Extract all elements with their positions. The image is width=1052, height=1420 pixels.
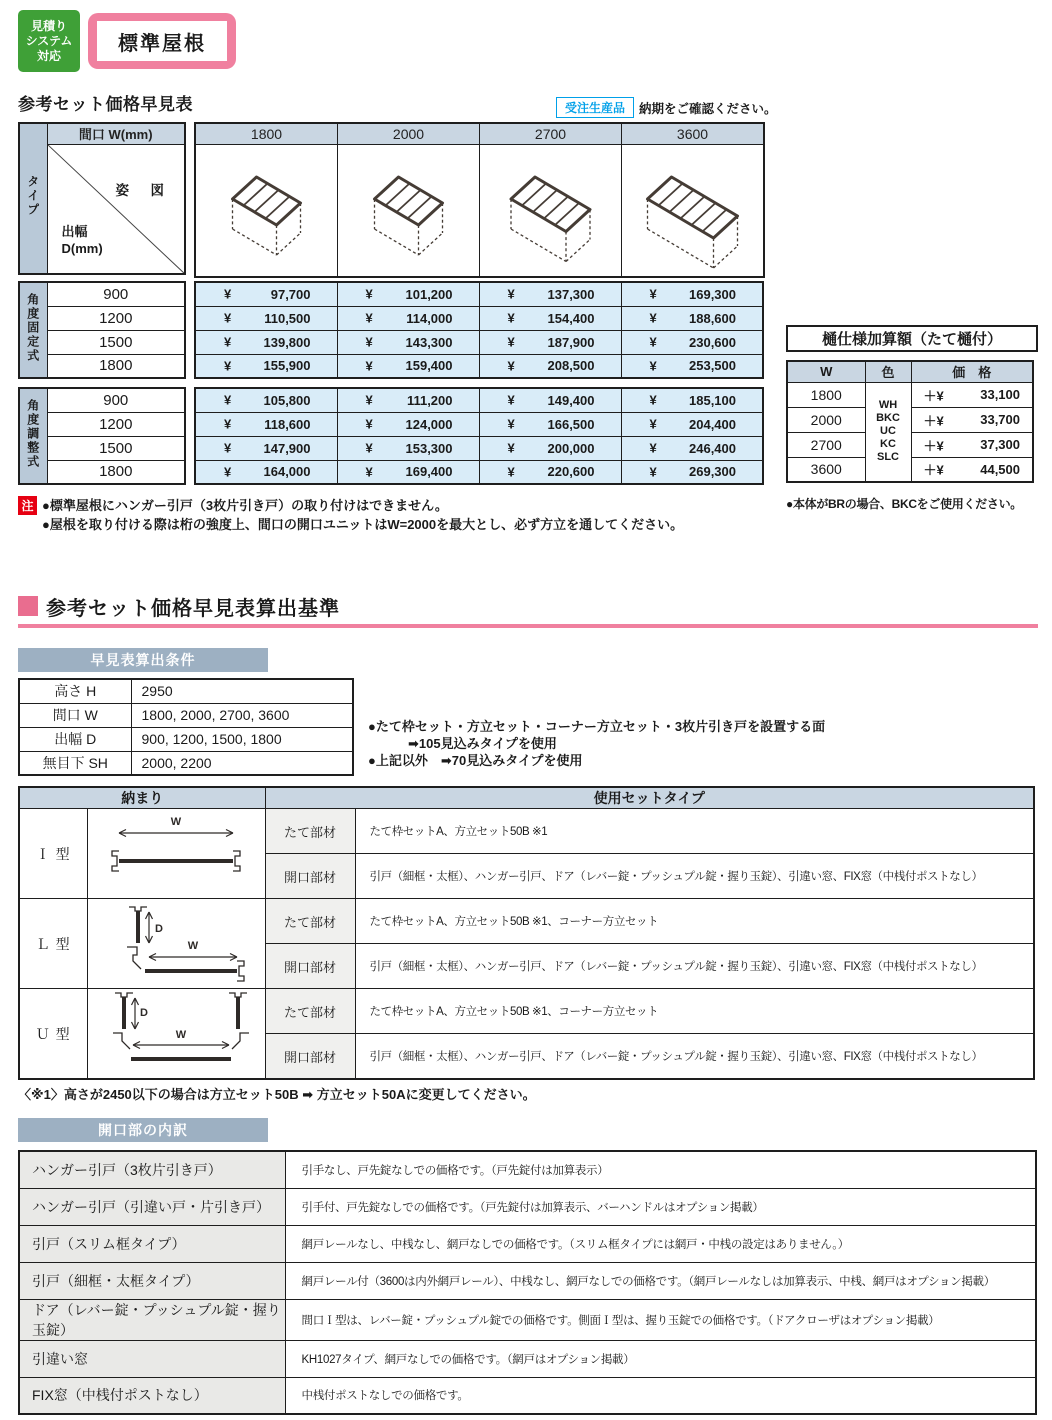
svg-text:W: W <box>170 816 182 828</box>
depth-value: 1200 <box>47 412 185 436</box>
delivery-note: 納期をご確認ください。 <box>639 101 777 116</box>
yen-sign: ¥ <box>365 464 373 480</box>
price-amount: 208,500 <box>547 358 595 374</box>
roof-pictogram <box>196 145 337 271</box>
width-header-cell: 間口 W(mm) <box>47 123 185 144</box>
depth-label-line1: 出幅 <box>61 224 88 239</box>
yen-sign: ¥ <box>649 392 657 408</box>
figure-label: 姿 図 <box>115 182 168 198</box>
type-column-header: タイプ <box>19 123 47 274</box>
yen-sign: ¥ <box>649 416 657 432</box>
price-amount: 143,300 <box>405 334 453 350</box>
yen-sign: ¥ <box>365 392 373 408</box>
price-amount: 154,400 <box>547 310 595 326</box>
yen-sign: ¥ <box>365 416 373 432</box>
condition-label: 無目下 SH <box>19 751 131 775</box>
depth-header-label <box>62 223 103 257</box>
depth-group-adjustable <box>18 387 186 485</box>
figure-cell <box>47 144 185 274</box>
price-amount: 185,100 <box>689 392 736 408</box>
price-amount: 164,000 <box>263 464 311 480</box>
depth-group-fixed <box>18 281 186 379</box>
breakdown-description: 網戸レールなし、中桟なし、網戸なしでの価格です。（スリム框タイプには網戸・中桟の設定はありません。） <box>285 1225 1036 1262</box>
price-cell <box>479 354 621 378</box>
condition-value: 900, 1200, 1500, 1800 <box>131 727 353 751</box>
breakdown-item: ドア（レバー錠・プッシュプル錠・握り玉錠） <box>19 1299 285 1340</box>
price-amount: 149,400 <box>547 392 595 408</box>
part-content: たて枠セットA、方立セット50B ※1 <box>355 809 1034 854</box>
price-amount: 204,400 <box>689 416 736 432</box>
price-cell <box>479 388 621 412</box>
roof-illustration-cell <box>338 144 480 277</box>
condition-value: 2950 <box>131 679 353 703</box>
part-content: たて枠セットA、方立セット50B ※1、コーナー方立セット <box>355 899 1034 944</box>
estimate-system-badge <box>18 10 80 72</box>
price-cell <box>479 306 621 330</box>
product-badge-label: 標準屋根 <box>97 21 227 61</box>
breakdown-item: 引戸（細框・太框タイプ） <box>19 1262 285 1299</box>
price-amount: 200,000 <box>547 440 595 456</box>
svg-text:D: D <box>155 923 163 935</box>
price-amount: 114,000 <box>406 310 453 326</box>
price-cell <box>479 460 621 484</box>
price-group-fixed <box>194 281 764 379</box>
gutter-price-amount: 44,500 <box>980 461 1020 477</box>
gutter-table <box>786 360 1034 483</box>
breakdown-description: KH1027タイプ、網戸なしでの価格です。（網戸はオプション掲載） <box>285 1340 1036 1377</box>
product-badge <box>88 13 236 69</box>
breakdown-item: ハンガー引戸（3枚片引き戸） <box>19 1151 285 1188</box>
bullet-note-2: ➡105見込みタイプを使用 <box>408 736 557 751</box>
gutter-note: ●本体がBRの場合、BKCをご使用ください。 <box>786 497 1022 511</box>
conditions-header-bar: 早見表算出条件 <box>18 648 268 672</box>
breakdown-description: 引手なし、戸先錠なしでの価格です。（戸先錠付は加算表示） <box>285 1151 1036 1188</box>
row-group-label-text: 角度固定式 <box>25 292 40 363</box>
price-amount: 139,800 <box>263 334 311 350</box>
price-table-header <box>194 122 765 278</box>
caution-badge: 注 <box>18 496 37 515</box>
price-cell <box>195 306 337 330</box>
caution-line-2: ●屋根を取り付ける際は桁の強度上、間口の開口ユニットはW=2000を最大とし、必ず方立を通してください。 <box>42 517 684 532</box>
gutter-table-title: 樋仕様加算額（たて樋付） <box>786 325 1038 352</box>
yen-sign: ¥ <box>224 358 232 374</box>
color-code: WH <box>878 399 898 412</box>
price-cell <box>337 412 479 436</box>
part-content: 引戸（細框・太框）、ハンガー引戸、ドア（レバー錠・プッシュプル錠・握り玉錠）、引違い窓、FIX窓（中桟付ポストなし） <box>355 854 1034 899</box>
yen-sign: ¥ <box>365 358 373 374</box>
breakdown-header-bar: 開口部の内訳 <box>18 1118 268 1142</box>
price-cell <box>621 282 763 306</box>
price-amount: 169,300 <box>689 286 736 302</box>
price-cell <box>337 460 479 484</box>
yen-sign: ¥ <box>365 310 373 326</box>
price-cell <box>621 330 763 354</box>
price-cell <box>479 412 621 436</box>
plus-yen-sign: ＋¥ <box>923 462 944 478</box>
price-amount: 188,600 <box>689 310 736 326</box>
price-cell <box>337 436 479 460</box>
depth-value: 1500 <box>47 436 185 460</box>
part-category-label: 開口部材 <box>265 854 355 899</box>
set-type-diagram <box>87 989 265 1080</box>
yen-sign: ¥ <box>224 392 232 408</box>
price-amount: 253,500 <box>689 358 736 374</box>
gutter-width-value: 2700 <box>787 432 865 457</box>
price-table-title: 参考セット価格早見表 <box>18 95 193 114</box>
gutter-price-cell <box>911 382 1033 407</box>
price-amount: 166,500 <box>547 416 595 432</box>
color-code: UC <box>880 425 896 438</box>
price-cell <box>337 306 479 330</box>
gutter-price-amount: 33,100 <box>980 387 1020 402</box>
price-cell <box>337 388 479 412</box>
yen-sign: ¥ <box>507 310 515 326</box>
bullet-note-3: ●上記以外 ➡70見込みタイプを使用 <box>368 753 583 768</box>
price-cell <box>621 306 763 330</box>
yen-sign: ¥ <box>224 416 232 432</box>
price-amount: 137,300 <box>547 286 595 302</box>
price-cell <box>621 354 763 378</box>
condition-label: 出幅 D <box>19 727 131 751</box>
set-type-diagram <box>87 899 265 989</box>
set-table-footnote: 〈※1〉高さが2450以下の場合は方立セット50B ➡ 方立セット50Aに変更してください。 <box>18 1087 536 1102</box>
gutter-header-price: 価 格 <box>911 361 1033 382</box>
price-cell <box>195 282 337 306</box>
part-category-label: たて部材 <box>265 899 355 944</box>
price-cell <box>337 354 479 378</box>
estimate-system-line1: 見積り <box>30 18 67 33</box>
price-amount: 111,200 <box>406 392 453 408</box>
yen-sign: ¥ <box>507 358 515 374</box>
depth-value: 1500 <box>47 330 185 354</box>
part-content: 引戸（細框・太框）、ハンガー引戸、ドア（レバー錠・プッシュプル錠・握り玉錠）、引違い窓、FIX窓（中桟付ポストなし） <box>355 944 1034 989</box>
gutter-width-value: 1800 <box>787 382 865 407</box>
set-type-diagram <box>87 809 265 899</box>
gutter-header-w: W <box>787 361 865 382</box>
price-amount: 110,500 <box>264 310 311 326</box>
part-category-label: たて部材 <box>265 809 355 854</box>
yen-sign: ¥ <box>365 334 373 350</box>
yen-sign: ¥ <box>507 392 515 408</box>
yen-sign: ¥ <box>224 334 232 350</box>
breakdown-description: 間口Ｉ型は、レバー錠・プッシュプル錠での価格です。側面Ｉ型は、握り玉錠での価格です。（ドアクローザはオプション掲載） <box>285 1299 1036 1340</box>
yen-sign: ¥ <box>507 464 515 480</box>
condition-value: 1800, 2000, 2700, 3600 <box>131 703 353 727</box>
set-type-label: Ｌ 型 <box>19 899 87 989</box>
price-cell <box>621 412 763 436</box>
row-group-label-text: 角度調整式 <box>25 398 40 469</box>
row-group-label <box>19 282 47 378</box>
basis-section-title: 参考セット価格早見表算出基準 <box>46 598 340 620</box>
roof-illustration-cell <box>480 144 622 277</box>
yen-sign: ¥ <box>507 334 515 350</box>
gutter-price-amount: 37,300 <box>980 437 1020 452</box>
yen-sign: ¥ <box>224 464 232 480</box>
gutter-width-value: 3600 <box>787 457 865 482</box>
svg-text:W: W <box>187 940 199 952</box>
set-type-label: Ｉ 型 <box>19 809 87 899</box>
roof-pictogram <box>338 145 479 271</box>
price-cell <box>195 436 337 460</box>
yen-sign: ¥ <box>507 286 515 302</box>
depth-value: 1200 <box>47 306 185 330</box>
made-to-order-badge: 受注生産品 <box>556 97 634 118</box>
price-cell <box>195 354 337 378</box>
price-cell <box>195 460 337 484</box>
part-category-label: 開口部材 <box>265 944 355 989</box>
price-amount: 159,400 <box>405 358 453 374</box>
yen-sign: ¥ <box>224 286 232 302</box>
breakdown-table <box>18 1150 1037 1415</box>
bullet-note-1: ●たて枠セット・方立セット・コーナー方立セット・3枚片引き戸を設置する面 <box>368 719 826 734</box>
condition-label: 高さ H <box>19 679 131 703</box>
yen-sign: ¥ <box>507 440 515 456</box>
yen-sign: ¥ <box>649 464 657 480</box>
yen-sign: ¥ <box>649 440 657 456</box>
yen-sign: ¥ <box>365 286 373 302</box>
depth-value: 900 <box>47 388 185 412</box>
svg-text:D: D <box>140 1007 148 1019</box>
roof-pictogram <box>480 145 621 271</box>
breakdown-item: FIX窓（中桟付ポストなし） <box>19 1377 285 1414</box>
estimate-system-line3: 対応 <box>36 48 61 63</box>
breakdown-description: 網戸レール付（3600は内外網戸レール）、中桟なし、網戸なしでの価格です。（網戸レールなしは加算表示、中桟、網戸はオプション掲載） <box>285 1262 1036 1299</box>
gutter-width-value: 2000 <box>787 407 865 432</box>
depth-value: 1800 <box>47 354 185 378</box>
price-amount: 220,600 <box>547 464 595 480</box>
roof-illustration-cell <box>195 144 338 277</box>
gutter-price-amount: 33,700 <box>980 412 1020 427</box>
price-amount: 187,900 <box>547 334 595 350</box>
caution-line-1: ●標準屋根にハンガー引戸（3枚片引き戸）の取り付けはできません。 <box>42 498 448 513</box>
price-amount: 105,800 <box>263 392 311 408</box>
price-group-adjustable <box>194 387 764 485</box>
order-info <box>556 97 777 118</box>
gutter-header-color: 色 <box>865 361 911 382</box>
gutter-color-codes <box>865 382 911 482</box>
price-amount: 230,600 <box>689 334 736 350</box>
conditions-bullet-notes <box>368 718 825 769</box>
depth-label-line2: D(mm) <box>61 241 103 256</box>
breakdown-description: 中桟付ポストなしでの価格です。 <box>285 1377 1036 1414</box>
price-amount: 124,000 <box>405 416 453 432</box>
yen-sign: ¥ <box>224 440 232 456</box>
yen-sign: ¥ <box>224 310 232 326</box>
price-cell <box>195 412 337 436</box>
color-code: BKC <box>876 412 900 425</box>
yen-sign: ¥ <box>507 416 515 432</box>
conditions-table <box>18 678 354 776</box>
set-header-right: 使用セットタイプ <box>265 787 1034 809</box>
plus-yen-sign: ＋¥ <box>923 413 944 428</box>
price-amount: 97,700 <box>270 286 311 302</box>
roof-pictogram <box>622 145 763 271</box>
breakdown-item: 引戸（スリム框タイプ） <box>19 1225 285 1262</box>
price-amount: 147,900 <box>263 440 311 456</box>
price-cell <box>621 388 763 412</box>
section-diagram-I <box>89 809 263 893</box>
price-amount: 101,200 <box>405 286 453 302</box>
depth-value: 1800 <box>47 460 185 484</box>
breakdown-item: 引違い窓 <box>19 1340 285 1377</box>
section-diagram-U <box>89 989 263 1073</box>
price-cell <box>621 436 763 460</box>
plus-yen-sign: ＋¥ <box>923 438 944 453</box>
yen-sign: ¥ <box>649 286 657 302</box>
gutter-price-cell <box>911 432 1033 457</box>
width-column-header: 3600 <box>622 123 765 144</box>
price-amount: 269,300 <box>689 464 736 480</box>
caution-block <box>18 496 683 534</box>
section-accent-square <box>18 596 38 616</box>
yen-sign: ¥ <box>365 440 373 456</box>
price-cell <box>195 388 337 412</box>
price-table-corner <box>18 122 186 275</box>
set-header-left: 納まり <box>19 787 265 809</box>
yen-sign: ¥ <box>649 334 657 350</box>
section-diagram-L <box>89 899 263 983</box>
part-category-label: 開口部材 <box>265 1034 355 1079</box>
width-column-header: 2700 <box>480 123 622 144</box>
set-type-table <box>18 786 1035 1080</box>
price-cell <box>479 282 621 306</box>
roof-illustration-cell <box>622 144 765 277</box>
width-column-header: 2000 <box>338 123 480 144</box>
color-code: SLC <box>877 451 899 464</box>
gutter-price-cell <box>911 457 1033 482</box>
part-content: たて枠セットA、方立セット50B ※1、コーナー方立セット <box>355 989 1034 1034</box>
row-group-label <box>19 388 47 484</box>
price-amount: 118,600 <box>264 416 311 432</box>
depth-value: 900 <box>47 282 185 306</box>
width-column-header: 1800 <box>195 123 338 144</box>
price-cell <box>337 282 479 306</box>
price-cell <box>195 330 337 354</box>
estimate-system-line2: システム <box>25 33 73 48</box>
section-underline <box>18 624 1038 628</box>
price-amount: 153,300 <box>405 440 453 456</box>
price-cell <box>337 330 479 354</box>
price-cell <box>621 460 763 484</box>
price-amount: 155,900 <box>263 358 311 374</box>
price-amount: 246,400 <box>689 440 736 456</box>
breakdown-description: 引手付、戸先錠なしでの価格です。（戸先錠付は加算表示、バーハンドルはオプション掲載） <box>285 1188 1036 1225</box>
condition-label: 間口 W <box>19 703 131 727</box>
price-amount: 169,400 <box>405 464 453 480</box>
svg-text:W: W <box>175 1029 187 1041</box>
gutter-price-cell <box>911 407 1033 432</box>
color-code: KC <box>880 438 896 451</box>
set-type-label: Ｕ 型 <box>19 989 87 1080</box>
part-category-label: たて部材 <box>265 989 355 1034</box>
plus-yen-sign: ＋¥ <box>923 388 944 403</box>
condition-value: 2000, 2200 <box>131 751 353 775</box>
part-content: 引戸（細框・太框）、ハンガー引戸、ドア（レバー錠・プッシュプル錠・握り玉錠）、引違い窓、FIX窓（中桟付ポストなし） <box>355 1034 1034 1079</box>
yen-sign: ¥ <box>649 310 657 326</box>
price-cell <box>479 436 621 460</box>
price-cell <box>479 330 621 354</box>
yen-sign: ¥ <box>649 358 657 374</box>
breakdown-item: ハンガー引戸（引違い戸・片引き戸） <box>19 1188 285 1225</box>
